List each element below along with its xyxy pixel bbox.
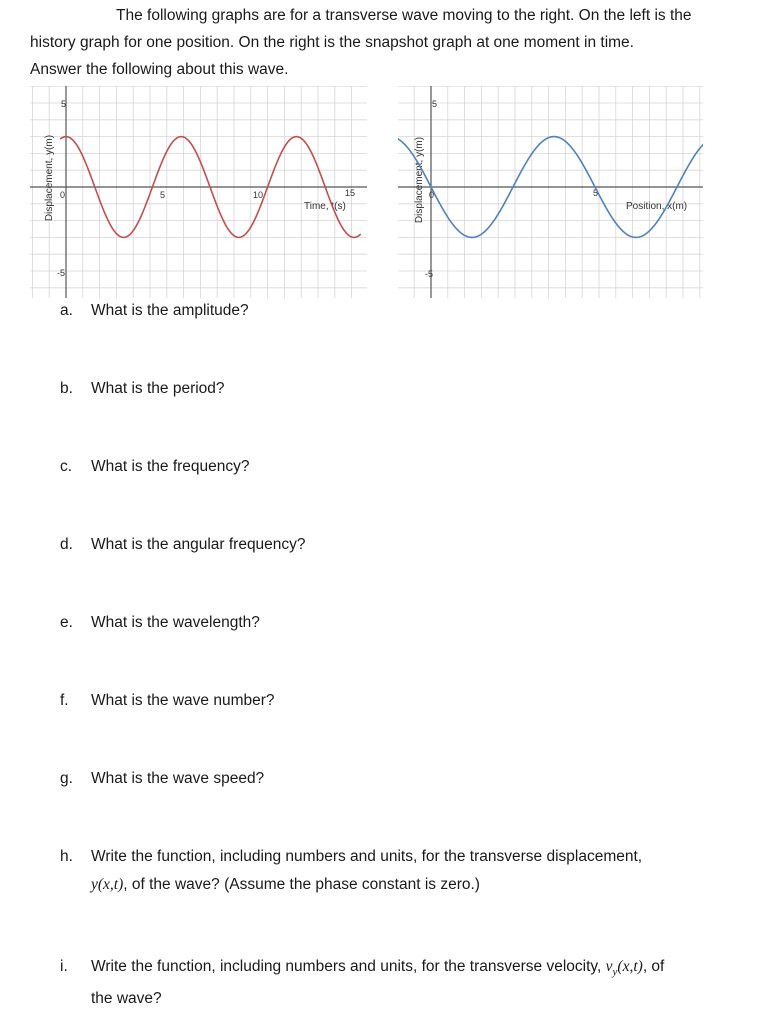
displacement-function-symbol: y(x,t): [91, 876, 124, 893]
snapshot-x-tick-5: 5: [593, 188, 599, 198]
velocity-args: (x,t): [617, 958, 643, 975]
question-text-cont: , of the wave? (Assume the phase constant is zero.): [123, 876, 480, 893]
question-letter: b.: [60, 380, 73, 397]
history-y-tick-neg: -5: [57, 268, 66, 278]
question-text: What is the angular frequency?: [91, 536, 306, 553]
history-graph: [30, 86, 367, 298]
question-letter: c.: [60, 458, 73, 475]
question-text: What is the period?: [91, 380, 225, 397]
question-text: Write the function, including numbers and units, for the transverse displacement,: [91, 848, 643, 865]
question-text-cont: , of: [642, 958, 665, 975]
question-letter: i.: [60, 958, 68, 975]
question-text: What is the frequency?: [91, 458, 250, 475]
snapshot-y-tick-neg: -5: [425, 269, 434, 279]
question-text: What is the amplitude?: [91, 302, 249, 319]
snapshot-grid: [398, 86, 703, 298]
history-x-axis-label: Time, t(s): [304, 201, 346, 212]
velocity-subscript: y: [612, 966, 618, 979]
history-y-axis-label: Displacement, y(m): [44, 134, 55, 222]
question-letter: d.: [60, 536, 73, 553]
question-text-line-1: [91, 955, 664, 984]
history-y-tick-pos: 5: [61, 99, 67, 109]
history-x-tick-5: 5: [160, 190, 166, 200]
history-graph-svg: [30, 86, 367, 298]
question-letter: f.: [60, 692, 69, 709]
snapshot-graph-svg: [398, 86, 703, 298]
intro-line-3: Answer the following about this wave.: [30, 61, 289, 78]
velocity-function-symbol: [605, 958, 643, 979]
snapshot-y-axis-label: Displacement, y(m): [414, 136, 425, 224]
question-text: Write the function, including numbers and units, for the transverse velocity,: [91, 958, 602, 975]
velocity-v: v: [605, 958, 613, 975]
question-letter: a.: [60, 302, 73, 319]
snapshot-graph: [398, 86, 703, 298]
question-text-line-2: [91, 873, 480, 897]
intro-line-2: history graph for one position. On the right is the snapshot graph at one moment in time.: [30, 34, 634, 51]
history-grid: [30, 86, 367, 298]
snapshot-x-axis-label: Position, x(m): [626, 201, 688, 212]
history-x-tick-10: 10: [253, 190, 264, 200]
snapshot-y-tick-pos: 5: [432, 99, 438, 109]
history-x-tick-0: 0: [60, 190, 66, 200]
question-text: What is the wave number?: [91, 692, 275, 709]
question-text-line-2: the wave?: [91, 990, 162, 1007]
question-letter: h.: [60, 848, 73, 865]
snapshot-x-tick-0: 0: [429, 190, 435, 200]
question-letter: g.: [60, 770, 73, 787]
intro-line-1: The following graphs are for a transverse wave moving to the right. On the left is the: [116, 7, 692, 24]
question-letter: e.: [60, 614, 73, 631]
intro-paragraph: [30, 2, 760, 83]
history-x-tick-15: 15: [345, 188, 356, 198]
question-text: What is the wave speed?: [91, 770, 265, 787]
question-text: What is the wavelength?: [91, 614, 260, 631]
